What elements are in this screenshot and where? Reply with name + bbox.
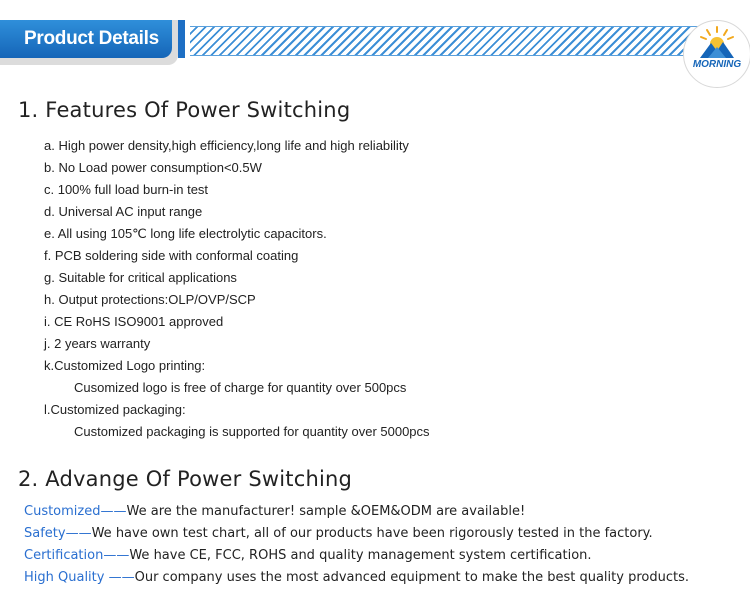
advantage-separator: —— (100, 504, 127, 519)
advantage-item (24, 523, 689, 545)
list-item: d. Universal AC input range (44, 204, 203, 219)
page-title: Product Details (0, 20, 172, 58)
advantage-label: High Quality (24, 570, 105, 585)
list-item: k.Customized Logo printing: (44, 358, 206, 373)
advantage-item (24, 567, 689, 589)
advantage-separator: —— (103, 548, 130, 563)
advantage-label: Safety (24, 526, 66, 541)
list-item: l.Customized packaging: (44, 402, 186, 417)
advantage-label: Certification (24, 548, 104, 563)
decorative-stripes (190, 26, 710, 56)
list-item: j. 2 years warranty (44, 336, 151, 351)
list-item-detail: Cusomized logo is free of charge for quantity over 500pcs (74, 380, 407, 395)
advantages-section-title: 2. Advange Of Power Switching (18, 467, 353, 491)
advantage-item (24, 545, 689, 567)
list-item-detail: Customized packaging is supported for quantity over 5000pcs (74, 424, 430, 439)
advantage-separator: —— (104, 570, 135, 585)
list-item: a. High power density,high efficiency,long life and high reliability (44, 138, 409, 153)
banner-divider (178, 20, 185, 58)
advantage-label: Customized (24, 504, 101, 519)
brand-logo-text: MORNING (692, 59, 742, 70)
list-item: h. Output protections:OLP/OVP/SCP (44, 292, 256, 307)
list-item: c. 100% full load burn-in test (44, 182, 209, 197)
list-item: b. No Load power consumption<0.5W (44, 160, 262, 175)
advantage-item (24, 501, 689, 523)
features-section-title: 1. Features Of Power Switching (18, 98, 351, 122)
list-item: i. CE RoHS ISO9001 approved (44, 314, 224, 329)
advantage-text: We have CE, FCC, ROHS and quality management system certification. (129, 548, 592, 563)
list-item: g. Suitable for critical applications (44, 270, 237, 285)
features-list (44, 135, 430, 443)
header-banner (0, 20, 750, 70)
advantage-text: Our company uses the most advanced equipment to make the best quality products. (134, 570, 689, 585)
advantages-list (24, 501, 689, 589)
sun-mountain-icon (698, 25, 736, 59)
brand-logo (683, 20, 750, 88)
advantage-separator: —— (65, 526, 92, 541)
advantage-text: We are the manufacturer! sample &OEM&ODM are available! (126, 504, 526, 519)
list-item: e. All using 105℃ long life electrolytic capacitors. (44, 226, 327, 241)
list-item: f. PCB soldering side with conformal coating (44, 248, 299, 263)
advantage-text: We have own test chart, all of our products have been rigorously tested in the factory. (91, 526, 653, 541)
